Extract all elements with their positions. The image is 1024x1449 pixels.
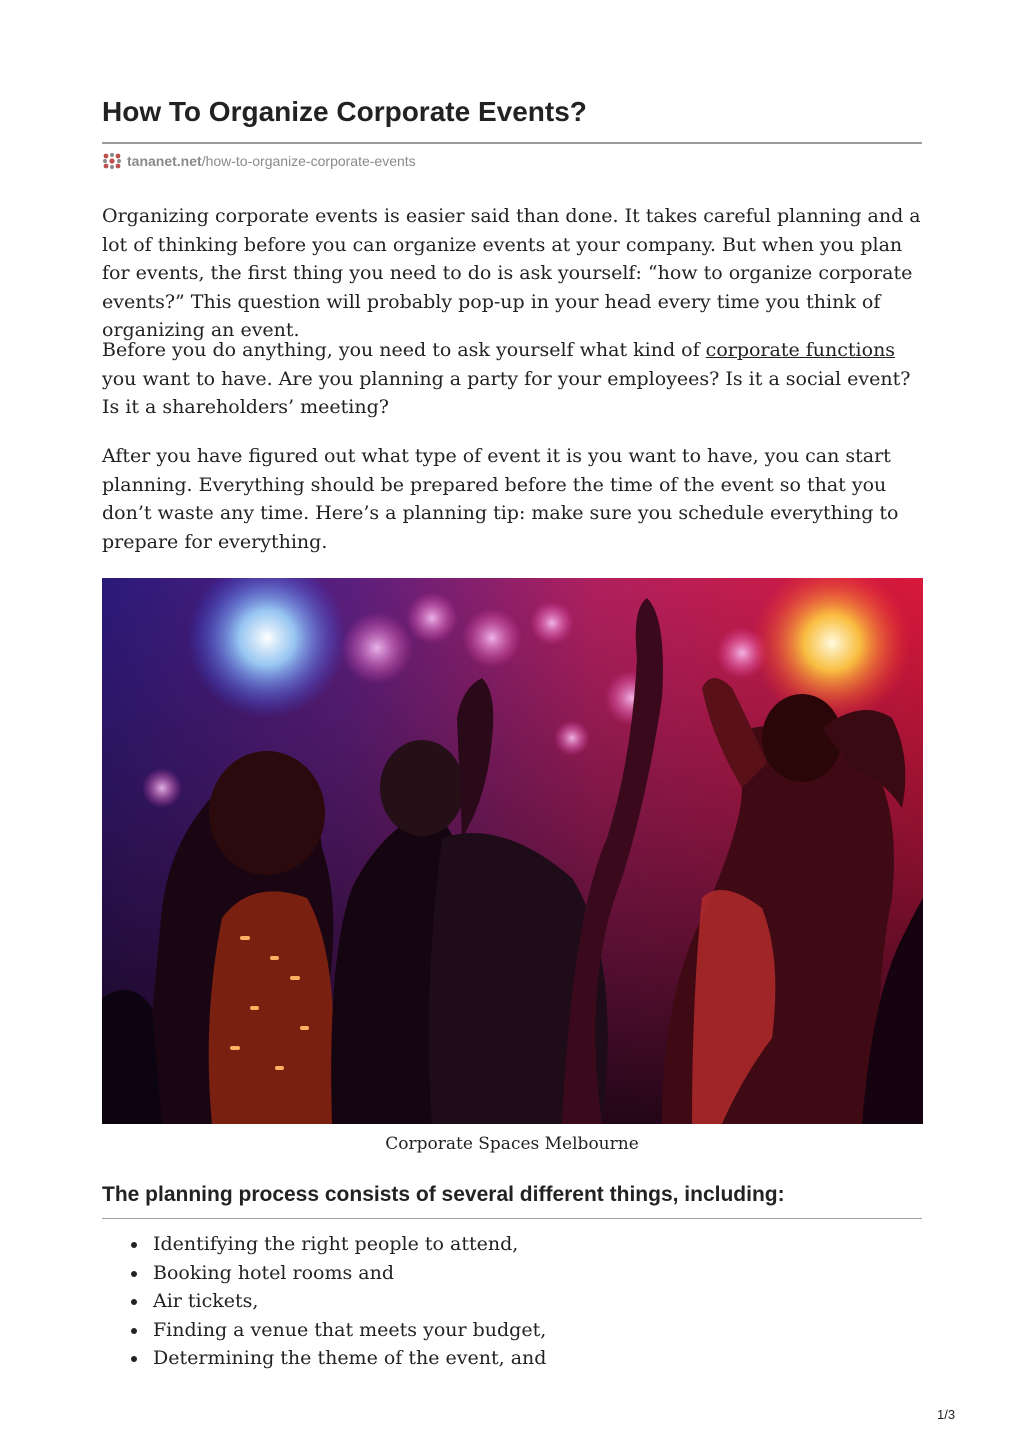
list-item — [102, 1230, 546, 1259]
list-item — [102, 1287, 546, 1316]
bullet-icon — [131, 1299, 137, 1305]
source-path[interactable]: /how-to-organize-corporate-events — [201, 153, 416, 169]
bullet-icon — [131, 1271, 137, 1277]
corporate-functions-link[interactable]: corporate functions — [705, 339, 896, 361]
paragraph-planning: After you have figured out what type of event it is you want to have, you can start planning. Everything should be prepared before the time of the event so that you don’t waste any time. Here’s a planning tip: make sure you schedule everything to prepare for everything. — [102, 445, 899, 553]
article-photo — [102, 578, 923, 1124]
list-item-text: Determining the theme of the event, and — [153, 1347, 547, 1369]
section-heading: The planning process consists of several different things, including: — [102, 1183, 785, 1206]
page-title: How To Organize Corporate Events? — [102, 96, 587, 127]
site-logo-icon — [102, 152, 122, 170]
planning-list — [102, 1230, 546, 1373]
paragraph-functions — [102, 336, 922, 422]
list-item-text: Identifying the right people to attend, — [153, 1233, 519, 1255]
image-caption: Corporate Spaces Melbourne — [385, 1134, 639, 1154]
page-number: 1/3 — [937, 1407, 956, 1422]
party-photo-illustration — [102, 578, 923, 1124]
source-domain[interactable]: tananet.net — [127, 153, 202, 169]
list-item-text: Finding a venue that meets your budget, — [153, 1318, 547, 1341]
bullet-icon — [131, 1242, 137, 1248]
paragraph-intro: Organizing corporate events is easier said than done. It takes careful planning and a lot of thinking before you can organize events at your company. But when you plan for events, the first thing you need to do is ask yourself: “how to organize corporate events?” This question will probably pop-up in your head every time you think of organizing an event. — [102, 205, 921, 342]
list-item-text: Booking hotel rooms and — [153, 1261, 395, 1284]
title-divider — [102, 142, 922, 144]
list-item — [102, 1259, 546, 1288]
list-item — [102, 1316, 546, 1345]
paragraph-functions-before: Before you do anything, you need to ask yourself what kind of — [102, 339, 706, 361]
paragraph-functions-after: you want to have. Are you planning a party for your employees? Is it a social event? Is it a shareholders’ meeting? — [102, 367, 911, 419]
section-divider — [102, 1218, 922, 1219]
list-item — [102, 1344, 546, 1373]
list-item-text: Air tickets, — [153, 1290, 259, 1312]
bullet-icon — [131, 1328, 137, 1334]
source-url[interactable] — [102, 152, 416, 170]
bullet-icon — [131, 1356, 137, 1362]
